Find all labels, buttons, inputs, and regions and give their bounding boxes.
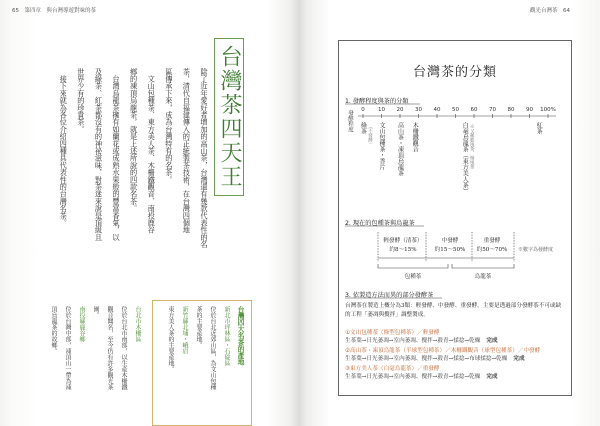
axis-label: 發酵程度 (347, 110, 353, 132)
scale-tick-label: 70 (489, 107, 496, 113)
scale-tick-label: 0 (361, 107, 365, 113)
scale-tick-label: 40 (433, 107, 441, 113)
process-step-chain: 生茶葉→日光萎凋→室內萎凋、攪拌→殺青→揉捻→乾燥 (345, 374, 481, 380)
section3-intro: 台灣茶在製造上概分為3類：輕發酵、中發酵、重發酵。主要是透過部分發酵茶不可或缺的工程「萎凋與攪拌」調整製成。 (345, 303, 562, 318)
body-line: 茶，清代自福建傳入的正統製茶技術，在台灣四個地 (182, 68, 192, 234)
tea-type-note: ※又稱膨風茶、椪風茶 (469, 124, 475, 169)
section3-heading: 3. 依製造方法而異的部分發酵茶 (345, 292, 434, 299)
process-steps (345, 372, 498, 380)
diagram-title: 台灣茶的分類 (412, 65, 497, 80)
section2-heading: 2. 現在的包種茶與烏龍茶 (345, 220, 415, 227)
left-running-header: 65 第四章 與台灣導遊對味的茶 (12, 8, 96, 14)
tea-type-label: 文山包種茶・香片 (378, 122, 385, 170)
process-end: 完成 (513, 356, 525, 362)
tea-type-label: 高山茶・凍頂烏龍茶 (396, 122, 404, 176)
body-line: 及綠茶、紅茶都沒有的神祕滋味，對茶迷來說是頂級且 (94, 68, 104, 241)
light-ferment-label: 輕發酵（清茶） (383, 238, 423, 244)
process-steps (345, 354, 525, 362)
body-line: 除了近年愛好者增加的高山茶，台灣還有幾款代表性的名 (200, 68, 209, 248)
region-line: 觀音聞名，至今仍有許多觀光茶 (106, 306, 113, 390)
right-running-header: 觀光台灣茶 64 (530, 8, 570, 14)
region-heading: 南投縣鹿谷鄉 (78, 306, 85, 342)
sidebar-line: 東方美人茶的主要產地。 (167, 306, 174, 372)
body-line: 台灣烏龍茶擁有如蘭花或成熟水果般的豐富香氣，以 (112, 68, 122, 241)
tea-type-label: 木柵鐵觀音 (411, 122, 419, 152)
process-step-chain: 生茶葉→日光萎凋→室內萎凋、攪拌→殺青→揉捻→布球揉捻→乾燥 (345, 356, 508, 362)
section1-heading: 1. 發酵程度與茶的分類 (345, 98, 409, 105)
tea-type-note: （不發酵） (367, 124, 373, 147)
process-title: ②高山茶・凍頂烏龍茶（半球型包種茶）／木柵鐵觀音（球型包種茶）／中發酵 (345, 348, 541, 354)
light-ferment-range: 約8～15% (389, 247, 417, 253)
heavy-ferment-label: 重發酵 (483, 238, 501, 244)
scale-tick-label: 100% (540, 107, 556, 113)
scale-tick-label: 30 (415, 107, 422, 113)
section-title: 台灣茶四天王 (214, 38, 244, 196)
medium-ferment-label: 中發酵 (441, 238, 459, 244)
tea-type-label: 紅茶 (535, 122, 543, 134)
sidebar-region-heading: 新竹縣北埔・峨眉 (181, 306, 188, 354)
region-line: 園。 (92, 306, 99, 318)
scale-tick-label: 60 (470, 107, 478, 113)
medium-ferment-range: 約15～50% (434, 247, 466, 253)
sidebar-heading: 台灣四大名茶的產地 (236, 306, 244, 366)
body-line: 文山包種茶、東方美人茶、木柵鐵觀音、南投鹿谷 (147, 68, 157, 234)
sidebar-line: 茶的主要產地。 (195, 306, 202, 348)
sidebar-line: 位於台北近郊山區，為文山包種 (209, 306, 216, 390)
ferment-note: ※數字為發酵度 (518, 247, 554, 253)
scale-tick-label: 80 (507, 107, 515, 113)
sidebar-region-heading: 新北市坪林區・石碇區 (223, 306, 230, 366)
body-line: 接下來就為各位介紹四種具代表性的台灣名茶。 (59, 68, 69, 227)
heavy-ferment-range: 約50～70% (476, 247, 508, 253)
process-steps (345, 336, 498, 344)
region-line: 頂烏龍茶的故鄉。 (50, 306, 57, 354)
body-line: 世界少有的珍貴茶。 (76, 68, 86, 133)
pouchong-group-label: 包種茶 (404, 274, 422, 280)
scale-tick-label: 50 (452, 107, 459, 113)
region-heading: 台北市木柵區 (134, 306, 141, 342)
scale-tick-label: 10 (378, 107, 385, 113)
oolong-group-label: 烏龍茶 (474, 274, 492, 280)
body-line: 鄉的凍頂烏龍茶，就是上述所說的四款名茶。 (129, 68, 139, 212)
scale-tick-label: 20 (396, 107, 404, 113)
process-end: 完成 (486, 374, 498, 380)
tea-type-label: 白毫烏龍茶（東方美人茶） (461, 122, 469, 194)
body-line: 區傳承下來，成為台灣特有的名茶。 (164, 68, 174, 184)
process-title: ③東方美人茶（白毫烏龍茶）／重發酵 (345, 366, 440, 372)
process-title: ①文山包種茶（條型包種茶）／輕發酵 (345, 330, 440, 336)
scale-tick-label: 90 (526, 107, 533, 113)
process-end: 完成 (486, 338, 498, 344)
region-line: 位於台灣中部，凍頂山一帶為凍 (64, 306, 71, 390)
process-step-chain: 生茶葉→日光萎凋→室內萎凋、攪拌→殺青→揉捻→乾燥 (345, 338, 481, 344)
tea-type-label: 綠茶 (359, 122, 367, 134)
region-line: 位於台北市南部，以生產木柵鐵 (120, 306, 127, 390)
